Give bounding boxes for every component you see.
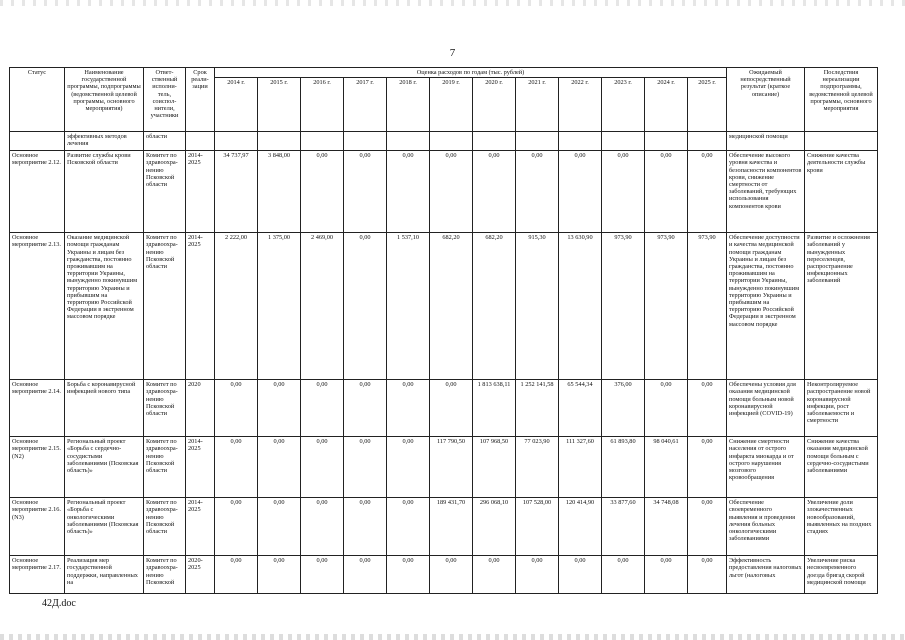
- cell-value: 0,00: [258, 556, 301, 594]
- cell-value: 973,90: [602, 233, 645, 380]
- year-header: 2021 г.: [516, 78, 559, 132]
- cell-value: 3 848,00: [258, 151, 301, 233]
- cell-value: 0,00: [301, 556, 344, 594]
- header-status: Статус: [10, 68, 65, 132]
- cell-value: 0,00: [516, 151, 559, 233]
- cell-value: 0,00: [258, 498, 301, 556]
- cell-expected: Обеспечены условия для оказания медицинской помощи больным новой коронавирусной инфекцией (COVID-19): [727, 380, 805, 437]
- cell-name: Развитие службы крови Псковской области: [65, 151, 144, 233]
- cell-value: 296 068,10: [473, 498, 516, 556]
- cell-value: 0,00: [602, 556, 645, 594]
- cell-name: Оказание медицинской помощи гражданам Украины и лицам без гражданства, постоянно проживавшим на территории Украины, вынужденно покинувшим территорию Украины и прибывшим на территорию Российской Федерации в экстренном массовом порядке: [65, 233, 144, 380]
- cell-value: 0,00: [387, 151, 430, 233]
- cell-value: 98 040,61: [645, 437, 688, 498]
- cell-executor: Комитет по здравоохра-нению Псковской: [144, 556, 186, 594]
- cell-status: Основное мероприятие 2.17.: [10, 556, 65, 594]
- cell-status: Основное мероприятие 2.12.: [10, 151, 65, 233]
- cell-value: 0,00: [559, 151, 602, 233]
- cell-value: 0,00: [301, 498, 344, 556]
- cell-consequences: Увеличение доли злокачественных новообразований, выявленных на поздних стадиях: [805, 498, 878, 556]
- cell-value: 0,00: [430, 380, 473, 437]
- year-header: 2016 г.: [301, 78, 344, 132]
- cell-value: 0,00: [215, 498, 258, 556]
- cell-value: 0,00: [387, 556, 430, 594]
- cell-value: 0,00: [473, 556, 516, 594]
- cell-consequences: Неконтролируемое распространение новой коронавирусной инфекции, рост заболеваемости и смертности: [805, 380, 878, 437]
- cell-status: Основное мероприятие 2.15. (N2): [10, 437, 65, 498]
- cell-status: Основное мероприятие 2.13.: [10, 233, 65, 380]
- cell-value: 973,90: [645, 233, 688, 380]
- cell-value: 682,20: [473, 233, 516, 380]
- cell-expected: Обеспечение своевременного выявления и проведения лечения больных онкологическими заболеваниями: [727, 498, 805, 556]
- cell-value: 376,00: [602, 380, 645, 437]
- cell-value: 0,00: [344, 498, 387, 556]
- year-header: 2024 г.: [645, 78, 688, 132]
- cell-value: 0,00: [301, 437, 344, 498]
- year-header: 2020 г.: [473, 78, 516, 132]
- cell-executor: Комитет по здравоохра-нению Псковской области: [144, 233, 186, 380]
- cell-value: 0,00: [344, 556, 387, 594]
- cell-name: Региональный проект «Борьба с сердечно-сосудистыми заболеваниями (Псковская область)»: [65, 437, 144, 498]
- cell-term: 2014-2025: [186, 437, 215, 498]
- cell-expected: Обеспечение доступности и качества медицинской помощи гражданам Украины и лицам без гражданства, постоянно проживавшим на территории Украины, вынужденно покинувшим территорию Украины и прибывшим на территорию Российской Федерации в экстренном массовом порядке: [727, 233, 805, 380]
- cell-value: 1 537,10: [387, 233, 430, 380]
- year-header: 2015 г.: [258, 78, 301, 132]
- cell-value: 0,00: [387, 498, 430, 556]
- cell-value: 0,00: [645, 556, 688, 594]
- continuation-name: эффективных методов лечения: [65, 132, 144, 151]
- cell-value: 2 469,00: [301, 233, 344, 380]
- cell-value: 2 222,00: [215, 233, 258, 380]
- table-row: [10, 151, 878, 233]
- table-row: [10, 380, 878, 437]
- cell-value: 0,00: [688, 498, 727, 556]
- cell-executor: Комитет по здравоохра-нению Псковской области: [144, 380, 186, 437]
- year-header: 2019 г.: [430, 78, 473, 132]
- cell-value: 117 790,50: [430, 437, 473, 498]
- cell-status: Основное мероприятие 2.14.: [10, 380, 65, 437]
- cell-value: 61 893,80: [602, 437, 645, 498]
- header-executor: Ответ-ственный исполни-тель, соиспол-нители, участники: [144, 68, 186, 132]
- cell-value: 0,00: [645, 151, 688, 233]
- cell-value: 0,00: [645, 380, 688, 437]
- cell-value: 0,00: [301, 380, 344, 437]
- cell-value: 0,00: [258, 380, 301, 437]
- cell-value: 13 630,90: [559, 233, 602, 380]
- cell-value: 34 737,97: [215, 151, 258, 233]
- header-consequences: Последствия нереализации подпрограммы, ведомственной целевой программы, основного мероприятия: [805, 68, 878, 132]
- cell-value: 973,90: [688, 233, 727, 380]
- cell-consequences: Снижение качества деятельности службы крови: [805, 151, 878, 233]
- header-term: Срок реали-зации: [186, 68, 215, 132]
- cell-expected: Снижение смертности населения от острого инфаркта миокарда и от острого нарушения мозгового кровообращения: [727, 437, 805, 498]
- cell-value: 0,00: [688, 151, 727, 233]
- scan-artifact-bottom: [0, 634, 905, 640]
- cell-value: 0,00: [387, 437, 430, 498]
- cell-value: 189 431,70: [430, 498, 473, 556]
- cell-value: 0,00: [387, 380, 430, 437]
- year-header: 2018 г.: [387, 78, 430, 132]
- cell-value: 0,00: [215, 556, 258, 594]
- table-row: [10, 556, 878, 594]
- cell-executor: Комитет по здравоохра-нению Псковской области: [144, 437, 186, 498]
- cell-value: 0,00: [344, 437, 387, 498]
- cell-value: 0,00: [688, 556, 727, 594]
- cell-value: 0,00: [344, 151, 387, 233]
- program-costs-table: [9, 67, 878, 594]
- cell-value: 915,30: [516, 233, 559, 380]
- continuation-row: [10, 132, 878, 151]
- table-row: [10, 437, 878, 498]
- header-expected: Ожидаемый непосредственный результат (краткое описание): [727, 68, 805, 132]
- cell-name: Реализация мер государственной поддержки, направленных на: [65, 556, 144, 594]
- year-header: 2017 г.: [344, 78, 387, 132]
- year-header: 2023 г.: [602, 78, 645, 132]
- cell-term: 2014-2025: [186, 151, 215, 233]
- table-row: [10, 233, 878, 380]
- cell-consequences: Развитие и осложнения заболеваний у вынужденных переселенцев, распространение инфекционных заболеваний: [805, 233, 878, 380]
- cell-value: 111 327,60: [559, 437, 602, 498]
- cell-expected: Эффективность предоставления налоговых льгот (налоговых: [727, 556, 805, 594]
- year-header: 2022 г.: [559, 78, 602, 132]
- cell-value: 0,00: [344, 233, 387, 380]
- page-number: 7: [449, 47, 456, 59]
- cell-value: 0,00: [430, 151, 473, 233]
- cell-value: 682,20: [430, 233, 473, 380]
- cell-value: 0,00: [516, 556, 559, 594]
- header-name: Наименование государственной программы, подпрограммы (ведомственной целевой программы, основного мероприятия): [65, 68, 144, 132]
- cell-value: 65 544,34: [559, 380, 602, 437]
- cell-status: Основное мероприятие 2.16. (N3): [10, 498, 65, 556]
- cell-value: 0,00: [559, 556, 602, 594]
- cell-value: 34 748,08: [645, 498, 688, 556]
- header-costs-group: Оценка расходов по годам (тыс. рублей): [215, 68, 727, 78]
- cell-value: 120 414,90: [559, 498, 602, 556]
- cell-executor: Комитет по здравоохра-нению Псковской области: [144, 498, 186, 556]
- cell-value: 0,00: [688, 437, 727, 498]
- cell-value: 0,00: [473, 151, 516, 233]
- cell-value: 1 375,00: [258, 233, 301, 380]
- cell-value: 0,00: [602, 151, 645, 233]
- scan-artifact-top: [0, 0, 905, 6]
- cell-value: 0,00: [258, 437, 301, 498]
- cell-value: 107 968,50: [473, 437, 516, 498]
- cell-value: 1 252 141,58: [516, 380, 559, 437]
- cell-expected: Обеспечение высокого уровня качества и безопасности компонентов крови, снижение смертности от заболеваний, требующих использования компонентов крови: [727, 151, 805, 233]
- table-row: [10, 498, 878, 556]
- footer-filename: 42Д.doc: [42, 598, 76, 609]
- cell-value: 107 528,00: [516, 498, 559, 556]
- cell-value: 1 813 638,11: [473, 380, 516, 437]
- continuation-executor: области: [144, 132, 186, 151]
- cell-consequences: Снижение качества оказания медицинской помощи больным с сердечно-сосудистыми заболеваниями: [805, 437, 878, 498]
- cell-term: 2020: [186, 380, 215, 437]
- cell-term: 2020-2025: [186, 556, 215, 594]
- cell-term: 2014-2025: [186, 233, 215, 380]
- cell-name: Борьба с коронавирусной инфекцией нового типа: [65, 380, 144, 437]
- cell-value: 0,00: [215, 380, 258, 437]
- cell-term: 2014-2025: [186, 498, 215, 556]
- cell-consequences: Увеличение риска несвоевременного доезда бригад скорой медицинской помощи: [805, 556, 878, 594]
- cell-name: Региональный проект «Борьба с онкологическими заболеваниями (Псковская область)»: [65, 498, 144, 556]
- continuation-expected: медицинской помощи: [727, 132, 805, 151]
- cell-executor: Комитет по здравоохра-нению Псковской области: [144, 151, 186, 233]
- year-header: 2025 г.: [688, 78, 727, 132]
- cell-value: 0,00: [215, 437, 258, 498]
- cell-value: 33 877,60: [602, 498, 645, 556]
- year-header: 2014 г.: [215, 78, 258, 132]
- cell-value: 0,00: [301, 151, 344, 233]
- cell-value: 0,00: [688, 380, 727, 437]
- cell-value: 0,00: [430, 556, 473, 594]
- cell-value: 77 023,90: [516, 437, 559, 498]
- cell-value: 0,00: [344, 380, 387, 437]
